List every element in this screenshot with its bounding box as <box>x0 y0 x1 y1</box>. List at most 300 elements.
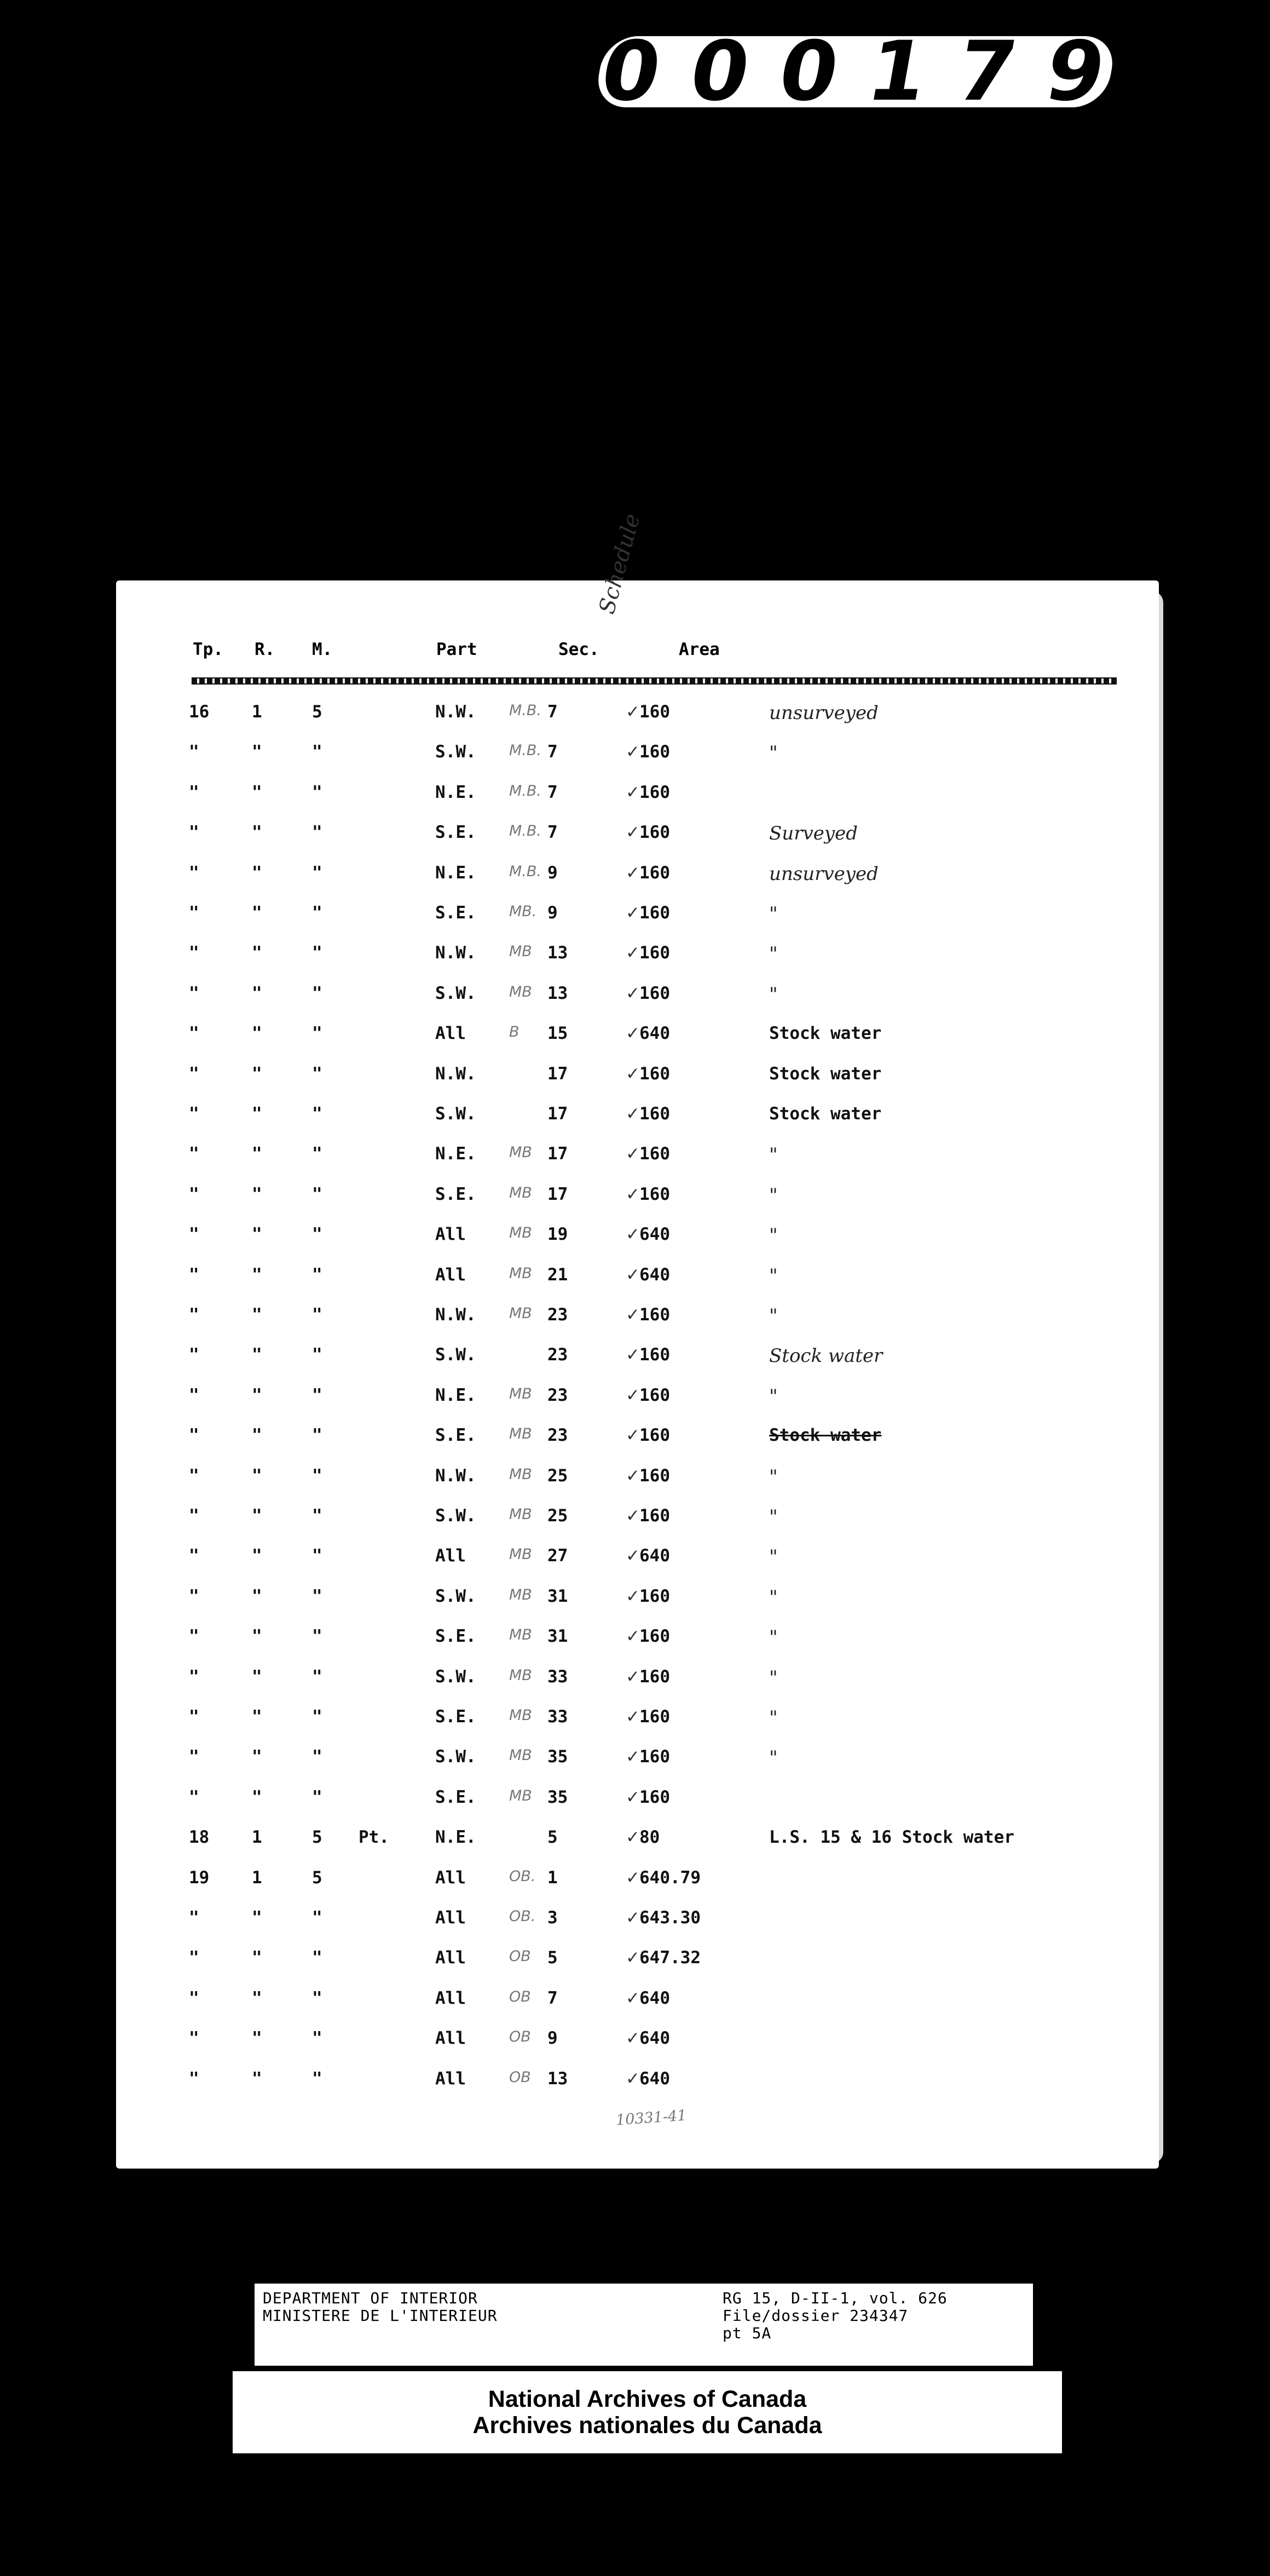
check-mark: ✓ <box>626 1867 640 1888</box>
range-cell: " <box>252 2028 262 2049</box>
remark-cell: " <box>769 1465 778 1488</box>
section-cell: 17 <box>547 1184 568 1204</box>
section-cell: 13 <box>547 983 568 1003</box>
remark-cell: Stock water <box>769 1345 883 1367</box>
survey-reference-note: OB <box>509 2068 531 2086</box>
survey-reference-note: MB <box>509 943 532 961</box>
table-row <box>0 823 1270 855</box>
part-cell: N.E. <box>435 1827 476 1848</box>
township-cell: " <box>189 1787 199 1807</box>
township-cell: 19 <box>189 1867 210 1888</box>
remark-cell: " <box>769 1184 778 1206</box>
header-sec: Sec. <box>558 640 599 659</box>
township-cell: " <box>189 1988 199 2008</box>
check-mark: ✓ <box>626 1546 640 1566</box>
meridian-cell: " <box>312 823 322 843</box>
section-cell: 3 <box>547 1908 558 1928</box>
range-cell: " <box>252 2068 262 2089</box>
area-cell: 80 <box>639 1827 660 1848</box>
area-cell: 160 <box>639 1063 670 1084</box>
check-mark: ✓ <box>626 2028 640 2049</box>
area-cell: 160 <box>639 1506 670 1526</box>
range-cell: " <box>252 1144 262 1164</box>
meridian-cell: " <box>312 1425 322 1446</box>
remark-cell: " <box>769 1264 778 1287</box>
remark-cell: " <box>769 742 778 764</box>
area-cell: 160 <box>639 702 670 722</box>
township-cell: " <box>189 1224 199 1245</box>
area-cell: 640 <box>639 1024 670 1044</box>
part-cell: N.E. <box>435 1385 476 1405</box>
area-cell: 160 <box>639 1586 670 1606</box>
township-cell: " <box>189 742 199 762</box>
check-mark: ✓ <box>626 1184 640 1204</box>
remark-cell: L.S. 15 & 16 Stock water <box>769 1827 1014 1848</box>
part-cell: S.W. <box>435 1104 476 1124</box>
meridian-cell: " <box>312 1305 322 1325</box>
survey-reference-note: MB <box>509 1385 532 1402</box>
township-cell: " <box>189 863 199 883</box>
part-cell: All <box>435 1867 466 1888</box>
table-row <box>0 1265 1270 1298</box>
remark-cell: unsurveyed <box>769 702 879 724</box>
range-cell: " <box>252 1465 262 1486</box>
table-row <box>0 1506 1270 1539</box>
header-part: Part <box>436 640 477 659</box>
table-row <box>0 1827 1270 1860</box>
range-cell: " <box>252 1988 262 2008</box>
range-cell: " <box>252 1425 262 1446</box>
part-cell: S.W. <box>435 1345 476 1365</box>
table-row <box>0 702 1270 735</box>
check-mark: ✓ <box>626 823 640 843</box>
table-row <box>0 1988 1270 2021</box>
check-mark: ✓ <box>626 863 640 883</box>
township-cell: " <box>189 1104 199 1124</box>
part-cell: S.E. <box>435 1184 476 1204</box>
range-cell: " <box>252 1666 262 1687</box>
archives-name-en: National Archives of Canada <box>488 2386 807 2412</box>
table-row <box>0 1667 1270 1700</box>
survey-reference-note: OB. <box>509 1867 536 1885</box>
range-cell: " <box>252 1908 262 1928</box>
table-row <box>0 1868 1270 1901</box>
range-cell: " <box>252 1305 262 1325</box>
section-cell: 5 <box>547 1827 558 1848</box>
meridian-cell: 5 <box>312 702 322 722</box>
remark-cell: " <box>769 1546 778 1568</box>
table-row <box>0 1104 1270 1137</box>
range-cell: " <box>252 1586 262 1606</box>
meridian-cell: " <box>312 1465 322 1486</box>
township-cell: " <box>189 823 199 843</box>
meridian-cell: " <box>312 1908 322 1928</box>
area-cell: 160 <box>639 943 670 963</box>
township-cell: " <box>189 1465 199 1486</box>
table-row <box>0 1586 1270 1619</box>
survey-reference-note: M.B. <box>509 782 541 800</box>
area-cell: 160 <box>639 1305 670 1325</box>
range-cell: " <box>252 1707 262 1727</box>
check-mark: ✓ <box>626 1305 640 1325</box>
header-area: Area <box>679 640 720 659</box>
township-cell: 16 <box>189 702 210 722</box>
part-cell: S.W. <box>435 1506 476 1526</box>
township-cell: " <box>189 1506 199 1526</box>
survey-reference-note: MB <box>509 1586 532 1603</box>
section-cell: 7 <box>547 782 558 802</box>
area-cell: 640 <box>639 1224 670 1245</box>
section-cell: 19 <box>547 1224 568 1245</box>
table-row <box>0 1787 1270 1820</box>
range-cell: 1 <box>252 702 262 722</box>
survey-reference-note: MB <box>509 1506 532 1523</box>
range-cell: " <box>252 782 262 802</box>
part-cell: N.E. <box>435 782 476 802</box>
section-cell: 17 <box>547 1063 568 1084</box>
part-cell: All <box>435 1546 466 1566</box>
area-cell: 160 <box>639 1144 670 1164</box>
part-cell: All <box>435 1224 466 1245</box>
section-cell: 13 <box>547 2068 568 2089</box>
survey-reference-note: MB <box>509 1465 532 1483</box>
range-cell: 1 <box>252 1867 262 1888</box>
township-cell: " <box>189 1024 199 1044</box>
area-cell: 160 <box>639 823 670 843</box>
meridian-cell: " <box>312 1063 322 1084</box>
section-cell: 7 <box>547 1988 558 2008</box>
remark-cell: " <box>769 1747 778 1769</box>
meridian-cell: " <box>312 1144 322 1164</box>
survey-reference-note: MB <box>509 1305 532 1322</box>
survey-reference-note: OB. <box>509 1908 536 1925</box>
range-cell: " <box>252 1063 262 1084</box>
area-cell: 160 <box>639 903 670 923</box>
check-mark: ✓ <box>626 1948 640 1968</box>
township-cell: " <box>189 1626 199 1647</box>
part-cell: All <box>435 1988 466 2008</box>
section-cell: 35 <box>547 1787 568 1807</box>
remark-cell: " <box>769 1305 778 1327</box>
part-cell: S.E. <box>435 1626 476 1647</box>
area-cell: 640.79 <box>639 1867 701 1888</box>
survey-reference-note: MB <box>509 983 532 1001</box>
area-cell: 160 <box>639 863 670 883</box>
area-cell: 160 <box>639 1747 670 1767</box>
range-cell: " <box>252 1385 262 1405</box>
township-cell: " <box>189 782 199 802</box>
township-cell: " <box>189 1546 199 1566</box>
table-row <box>0 1908 1270 1941</box>
section-cell: 9 <box>547 903 558 923</box>
range-cell: " <box>252 1626 262 1647</box>
part-cell: N.W. <box>435 1305 476 1325</box>
part-cell: S.W. <box>435 1666 476 1687</box>
range-cell: " <box>252 1184 262 1204</box>
section-cell: 23 <box>547 1345 568 1365</box>
township-cell: " <box>189 1144 199 1164</box>
area-cell: 640 <box>639 1546 670 1566</box>
range-cell: " <box>252 943 262 963</box>
section-cell: 17 <box>547 1104 568 1124</box>
remark-cell: " <box>769 1506 778 1528</box>
survey-reference-note: M.B. <box>509 863 541 880</box>
remark-cell: " <box>769 943 778 965</box>
section-cell: 13 <box>547 943 568 963</box>
meridian-cell: " <box>312 1385 322 1405</box>
township-cell: " <box>189 1666 199 1687</box>
remark-cell: " <box>769 1144 778 1166</box>
table-row <box>0 1425 1270 1458</box>
range-cell: " <box>252 1345 262 1365</box>
meridian-cell: " <box>312 903 322 923</box>
section-cell: 31 <box>547 1586 568 1606</box>
table-row <box>0 1224 1270 1257</box>
township-cell: " <box>189 2028 199 2049</box>
area-cell: 160 <box>639 1707 670 1727</box>
meridian-cell: " <box>312 1104 322 1124</box>
table-row <box>0 1024 1270 1056</box>
part-cell: S.W. <box>435 1586 476 1606</box>
meridian-cell: " <box>312 863 322 883</box>
part-cell: N.W. <box>435 943 476 963</box>
archives-name-fr: Archives nationales du Canada <box>472 2412 822 2439</box>
remark-cell: Stock water <box>769 1024 882 1044</box>
meridian-cell: " <box>312 1024 322 1044</box>
meridian-cell: " <box>312 1184 322 1204</box>
check-mark: ✓ <box>626 1224 640 1245</box>
table-row <box>0 1546 1270 1579</box>
file-dossier-reference: File/dossier 234347 <box>723 2307 909 2325</box>
section-cell: 7 <box>547 702 558 722</box>
check-mark: ✓ <box>626 1666 640 1687</box>
section-cell: 33 <box>547 1666 568 1687</box>
part-cell: N.E. <box>435 1144 476 1164</box>
remark-cell: Stock water <box>769 1063 882 1084</box>
section-cell: 9 <box>547 2028 558 2049</box>
range-cell: " <box>252 823 262 843</box>
township-cell: " <box>189 1184 199 1204</box>
survey-reference-note: MB <box>509 1747 532 1764</box>
area-cell: 160 <box>639 1465 670 1486</box>
part-cell: S.E. <box>435 1787 476 1807</box>
range-cell: " <box>252 1224 262 1245</box>
area-cell: 160 <box>639 1425 670 1446</box>
survey-reference-note: OB <box>509 1988 531 2005</box>
section-cell: 5 <box>547 1948 558 1968</box>
survey-reference-note: MB <box>509 1666 532 1684</box>
township-cell: " <box>189 1264 199 1285</box>
area-cell: 160 <box>639 1385 670 1405</box>
township-cell: " <box>189 943 199 963</box>
meridian-cell: " <box>312 1264 322 1285</box>
section-cell: 21 <box>547 1264 568 1285</box>
frame-number: 000179 <box>594 24 1144 119</box>
check-mark: ✓ <box>626 1465 640 1486</box>
area-cell: 640 <box>639 2028 670 2049</box>
range-cell: " <box>252 1948 262 1968</box>
remark-cell: " <box>769 903 778 925</box>
section-cell: 15 <box>547 1024 568 1044</box>
township-cell: " <box>189 1385 199 1405</box>
survey-reference-note: MB <box>509 1144 532 1162</box>
part-cell: N.W. <box>435 702 476 722</box>
meridian-cell: " <box>312 983 322 1003</box>
part-cell: All <box>435 1024 466 1044</box>
survey-reference-note: M.B. <box>509 702 541 719</box>
check-mark: ✓ <box>626 1747 640 1767</box>
meridian-cell: " <box>312 1747 322 1767</box>
remark-cell: unsurveyed <box>769 863 879 885</box>
range-cell: " <box>252 1506 262 1526</box>
check-mark: ✓ <box>626 1024 640 1044</box>
table-row <box>0 1064 1270 1097</box>
remark-cell: " <box>769 1666 778 1689</box>
township-cell: " <box>189 1586 199 1606</box>
check-mark: ✓ <box>626 1385 640 1405</box>
department-name-en: DEPARTMENT OF INTERIOR <box>263 2289 478 2307</box>
meridian-cell: " <box>312 2028 322 2049</box>
check-mark: ✓ <box>626 983 640 1003</box>
range-cell: " <box>252 983 262 1003</box>
range-cell: " <box>252 903 262 923</box>
meridian-cell: " <box>312 782 322 802</box>
table-row <box>0 742 1270 775</box>
survey-reference-note: MB <box>509 1264 532 1282</box>
part-cell: S.E. <box>435 1425 476 1446</box>
township-cell: " <box>189 1707 199 1727</box>
table-row <box>0 1626 1270 1659</box>
meridian-cell: " <box>312 1506 322 1526</box>
table-row <box>0 1747 1270 1780</box>
table-row <box>0 1345 1270 1378</box>
remark-cell: " <box>769 1707 778 1729</box>
range-cell: " <box>252 1747 262 1767</box>
table-row <box>0 1385 1270 1418</box>
section-cell: 27 <box>547 1546 568 1566</box>
part-cell: N.W. <box>435 1465 476 1486</box>
part-cell: All <box>435 1948 466 1968</box>
check-mark: ✓ <box>626 1264 640 1285</box>
survey-reference-note: MB <box>509 1626 532 1644</box>
township-cell: " <box>189 1747 199 1767</box>
header-tp: Tp. <box>193 640 223 659</box>
part-cell: S.E. <box>435 903 476 923</box>
part-reference: pt 5A <box>723 2324 772 2342</box>
area-cell: 640 <box>639 2068 670 2089</box>
meridian-cell: " <box>312 1586 322 1606</box>
remark-cell: " <box>769 1385 778 1407</box>
section-cell: 23 <box>547 1425 568 1446</box>
section-cell: 23 <box>547 1385 568 1405</box>
partial-marker-cell: Pt. <box>359 1827 389 1848</box>
township-cell: " <box>189 1345 199 1365</box>
part-cell: S.E. <box>435 1707 476 1727</box>
part-cell: All <box>435 1908 466 1928</box>
survey-reference-note: MB <box>509 1224 532 1242</box>
range-cell: " <box>252 1787 262 1807</box>
part-cell: All <box>435 2028 466 2049</box>
part-cell: S.E. <box>435 823 476 843</box>
archives-label <box>233 2371 1062 2453</box>
header-m: M. <box>312 640 333 659</box>
check-mark: ✓ <box>626 1626 640 1647</box>
table-row <box>0 2069 1270 2102</box>
table-row <box>0 1305 1270 1338</box>
survey-reference-note: OB <box>509 1948 531 1965</box>
meridian-cell: " <box>312 1707 322 1727</box>
table-row <box>0 2028 1270 2061</box>
survey-reference-note: M.B. <box>509 823 541 840</box>
area-cell: 160 <box>639 1626 670 1647</box>
meridian-cell: 5 <box>312 1867 322 1888</box>
range-cell: " <box>252 1104 262 1124</box>
section-cell: 17 <box>547 1144 568 1164</box>
area-cell: 160 <box>639 983 670 1003</box>
check-mark: ✓ <box>626 2068 640 2089</box>
survey-reference-note: OB <box>509 2028 531 2046</box>
check-mark: ✓ <box>626 1586 640 1606</box>
township-cell: " <box>189 1063 199 1084</box>
check-mark: ✓ <box>626 742 640 762</box>
file-reference-note: 10331-41 <box>615 2107 688 2129</box>
table-row <box>0 984 1270 1016</box>
township-cell: " <box>189 2068 199 2089</box>
meridian-cell: " <box>312 1988 322 2008</box>
township-cell: 18 <box>189 1827 210 1848</box>
range-cell: " <box>252 1546 262 1566</box>
township-cell: " <box>189 903 199 923</box>
check-mark: ✓ <box>626 1063 640 1084</box>
table-row <box>0 1144 1270 1177</box>
township-cell: " <box>189 1948 199 1968</box>
check-mark: ✓ <box>626 702 640 722</box>
check-mark: ✓ <box>626 1104 640 1124</box>
meridian-cell: " <box>312 1666 322 1687</box>
survey-reference-note: B <box>509 1024 519 1041</box>
section-cell: 9 <box>547 863 558 883</box>
survey-reference-note: MB <box>509 1425 532 1443</box>
range-cell: " <box>252 742 262 762</box>
check-mark: ✓ <box>626 1988 640 2008</box>
survey-reference-note: MB <box>509 1546 532 1563</box>
table-row <box>0 1185 1270 1217</box>
meridian-cell: " <box>312 1546 322 1566</box>
check-mark: ✓ <box>626 1827 640 1848</box>
section-cell: 7 <box>547 742 558 762</box>
remark-cell: " <box>769 1224 778 1247</box>
record-group-reference: RG 15, D-II-1, vol. 626 <box>723 2289 948 2307</box>
part-cell: S.W. <box>435 983 476 1003</box>
table-row <box>0 903 1270 936</box>
meridian-cell: " <box>312 1948 322 1968</box>
area-cell: 160 <box>639 1345 670 1365</box>
part-cell: N.W. <box>435 1063 476 1084</box>
section-cell: 25 <box>547 1465 568 1486</box>
area-cell: 640 <box>639 1264 670 1285</box>
township-cell: " <box>189 1305 199 1325</box>
range-cell: 1 <box>252 1827 262 1848</box>
check-mark: ✓ <box>626 1787 640 1807</box>
survey-reference-note: MB. <box>509 903 537 920</box>
survey-reference-note: MB <box>509 1787 532 1804</box>
survey-reference-note: MB <box>509 1707 532 1724</box>
part-cell: N.E. <box>435 863 476 883</box>
area-cell: 160 <box>639 1787 670 1807</box>
area-cell: 160 <box>639 742 670 762</box>
range-cell: " <box>252 1264 262 1285</box>
remark-cell: Stock water <box>769 1425 882 1446</box>
